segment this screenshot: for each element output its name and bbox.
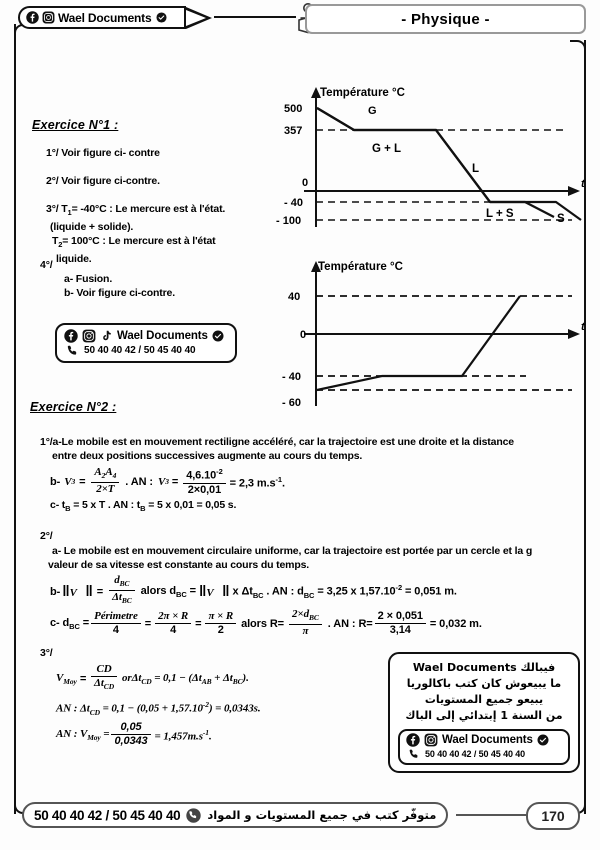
ex2-q3-den2: 0,0343 — [114, 735, 148, 747]
ex2-q1b-v: V — [64, 475, 72, 488]
svg-text:500: 500 — [284, 103, 303, 115]
contact-phone: 50 40 40 42 / 50 45 40 40 — [84, 345, 196, 356]
contact-badge-promo — [398, 729, 570, 765]
page-number: 170 — [541, 808, 565, 824]
ex2-q1b-den: 2×T — [96, 482, 115, 495]
svg-text:40: 40 — [288, 291, 301, 303]
ex2-q3-line2 — [56, 700, 260, 717]
ex2-q2c-fraction-4 — [289, 608, 322, 638]
ex2-q2c-n2: 2π × R — [155, 610, 191, 624]
phone-circle-icon — [186, 808, 201, 823]
ex2-q2b-equals: = — [96, 585, 104, 598]
svg-text:- 40: - 40 — [284, 197, 303, 209]
ex2-q1b-vsub: 3 — [71, 477, 76, 487]
ex2-q2b-mid: alors $d_{BC}$ = — [140, 584, 196, 599]
svg-text:Température °C: Température °C — [320, 87, 405, 99]
ex2-q2b-equation — [50, 575, 457, 608]
ex1-item-3 — [46, 202, 276, 266]
ex1-item3-a: 3°/ T — [46, 203, 68, 215]
page-title: - Physique - — [401, 10, 490, 28]
verified-badge-icon — [212, 330, 224, 342]
contact-badge-middle — [55, 323, 237, 363]
ex2-q2-heading: 2°/ — [40, 530, 53, 542]
ex2-q1b-vsub2: 3 — [165, 477, 169, 487]
ex2-q1b-equals2: = — [171, 475, 179, 488]
tiktok-icon — [100, 329, 113, 343]
ex2-q1a: 1°/a-Le mobile est en mouvement rectiligne accéléré, car la trajectoire est une droite et la distance — [40, 436, 514, 448]
facebook-icon — [406, 733, 420, 747]
ex2-q2b-num: $d_{BC}$ — [109, 574, 135, 591]
ex2-q1b-an: . AN : — [125, 475, 153, 488]
ex2-q1c: c- $t_B = 5$ x T . AN : $t_B = 5$ x 0,01 = 0,05 s. — [50, 499, 237, 514]
ex2-q3-line3 — [56, 722, 212, 749]
ex2-q3-num2: 0,05 — [111, 721, 150, 735]
ex2-q2c-result: = 0,032 m. — [429, 618, 482, 631]
ex2-q2c-d1: 4 — [112, 623, 119, 636]
ex2-q3-den1: $\Delta t_{CD}$ — [94, 677, 115, 692]
ex2-q3-heading: 3°/ — [40, 647, 53, 659]
ex2-q2c-n3: π × R — [205, 610, 236, 624]
ex1-item-1: 1°/ Voir figure ci- contre — [46, 147, 160, 159]
ex2-q3-fraction-2 — [111, 721, 150, 748]
ex2-q3-line2-text: AN : $\Delta t_{CD} = 0,1 - (0,05 + 1,57.10^{-2}) = 0,0343s$. — [56, 700, 261, 717]
svg-text:357: 357 — [284, 125, 303, 137]
ex1-item-4: 4°/ — [40, 259, 53, 271]
ex2-q1b-num: $A_2A_4$ — [91, 466, 119, 483]
ex2-q2b-vector-norm-2: ‖V⃗‖ — [198, 583, 230, 601]
ex2-q1a-cont: entre deux positions successives augmente au cours du temps. — [52, 450, 363, 462]
ex2-q2b-tail: x $\Delta t_{BC}$ . AN : $d_{BC} = 3,25$ x $1,57.10^{-2} = 0,051$ m. — [232, 583, 457, 601]
ex2-q1b-prefix: b- — [50, 475, 61, 488]
subject-title-box — [305, 4, 586, 34]
ex2-q1b-fraction-2 — [183, 465, 225, 497]
ex2-q3-line1-tail: $or\Delta t_{CD} = 0,1 - (\Delta t_{AB} + \Delta t_{BC})$. — [122, 672, 249, 687]
ex2-q2c-n5: 2 × 0,051 — [375, 610, 426, 624]
ex2-q2c-n1: Périmetre — [91, 610, 141, 624]
svg-text:0: 0 — [300, 329, 307, 341]
svg-text:G: G — [368, 105, 377, 117]
ex2-q1b-equals: = — [79, 475, 86, 488]
svg-text:S: S — [557, 213, 565, 225]
instagram-icon — [424, 733, 438, 747]
ex2-q2a: a- Le mobile est en mouvement circulaire uniforme, car la trajectoire est portée par un cercle et la g — [52, 545, 533, 557]
ex2-q1b-fraction-1 — [91, 466, 119, 496]
verified-badge-icon — [537, 734, 549, 746]
arabic-promo-line-4: من السنة 1 إبتدائي إلى الباك — [405, 709, 563, 722]
pencil-tip — [186, 7, 212, 29]
contact-row-phone — [64, 344, 226, 357]
footer-arabic-text: متوفّر كتب في جميع المستويات و المواد — [207, 808, 437, 822]
ex2-q3-num1: CD — [91, 663, 117, 677]
ex1-item3-d: T — [52, 235, 59, 248]
ex1-item-4b: b- Voir figure ci-contre. — [64, 287, 175, 299]
ex2-q2c-d2: 4 — [170, 623, 177, 636]
ex1-item3-f: liquide. — [56, 253, 92, 266]
ex2-q3-fraction-1 — [91, 663, 117, 693]
ex2-q2c-eq1: = — [144, 618, 152, 631]
ex2-q3-line1 — [56, 664, 249, 694]
promo-contact-row-phone — [406, 748, 562, 760]
exercise-2-heading: Exercice N°2 : — [30, 400, 117, 414]
footer-band — [22, 802, 448, 828]
heating-curve-chart — [276, 256, 588, 408]
ex1-item3-e: = 100°C : Le mercure est à l'état — [62, 235, 216, 248]
ex2-q2c-mid: alors R= — [241, 618, 284, 631]
arabic-promo-line-3: يبيعو جميع المستويات — [424, 693, 544, 706]
svg-text:- 100: - 100 — [276, 215, 302, 227]
svg-text:0: 0 — [302, 177, 309, 189]
brand-pencil-badge — [18, 6, 213, 29]
facebook-icon — [64, 329, 78, 343]
phone-icon — [408, 748, 420, 760]
arabic-promo-line-2: ما يبيعوش كان كتب باكالوريا — [406, 677, 562, 690]
promo-contact-phone: 50 40 40 42 / 50 45 40 40 — [425, 749, 526, 759]
contact-name: Wael Documents — [117, 330, 208, 342]
ex2-q2c-prefix: c- $d_{BC}$ = — [50, 617, 90, 632]
ex2-q2c-fraction-2 — [155, 610, 191, 637]
brand-name: Wael Documents — [58, 10, 152, 25]
pencil-body — [18, 6, 186, 29]
page-corner-top-right — [570, 40, 586, 56]
verified-badge-icon — [156, 12, 167, 23]
ex2-q2c-d4: π — [302, 625, 309, 638]
arabic-promo-box — [388, 652, 580, 773]
page-number-box — [526, 802, 580, 830]
ex2-q2c-fraction-3 — [205, 610, 236, 637]
ex2-q2a-cont: valeur de sa vitesse est constante au cours du temps. — [48, 559, 310, 571]
ex2-q2c-d3: 2 — [217, 623, 224, 636]
ex2-q3-line3-tail: = $1,457m.s^{-1}$. — [154, 728, 212, 743]
arabic-promo-line-1: فيبالك Wael Documents — [412, 661, 556, 674]
ex1-item3-b: = -40°C : Le mercure est à l'état. — [71, 203, 226, 215]
ex1-item3-c: (liquide + solide). — [50, 221, 134, 234]
ex2-q2b-den: $\Delta t_{BC}$ — [112, 591, 132, 606]
ex2-q2b-prefix: b- — [50, 585, 61, 598]
ex2-q1b-equation — [50, 466, 285, 498]
ex2-q2c-n4: $2\times d_{BC}$ — [289, 608, 322, 625]
page-border-left — [14, 24, 16, 814]
exercise-1-heading: Exercice N°1 : — [32, 118, 119, 132]
promo-contact-name: Wael Documents — [442, 734, 533, 746]
footer-connector-line — [456, 814, 526, 816]
phone-icon — [66, 344, 79, 357]
header-connector-line — [214, 16, 296, 18]
svg-text:- 40: - 40 — [282, 371, 301, 383]
svg-text:L + S: L + S — [486, 208, 514, 220]
cooling-curve-chart — [276, 84, 588, 229]
svg-text:t: t — [581, 321, 585, 333]
svg-text:G + L: G + L — [372, 143, 402, 155]
ex2-q2c-fraction-5 — [375, 610, 426, 637]
ex2-q1b-num2: $4,6.10^{-2}$ — [183, 465, 225, 484]
ex1-item-2: 2°/ Voir figure ci-contre. — [46, 175, 160, 187]
ex1-item-4a: a- Fusion. — [64, 273, 113, 285]
ex2-q2c-fraction-1 — [91, 610, 141, 637]
ex2-q1b-den2: 2×0,01 — [187, 483, 222, 496]
ex2-q3-vmoy: $V_{Moy}$ — [56, 672, 77, 687]
ex2-q2c-eq2: = — [195, 618, 202, 631]
ex2-q2b-fraction — [109, 574, 135, 607]
ex2-q2c-equation — [50, 609, 482, 639]
ex2-q3-eq1: = — [79, 673, 87, 686]
promo-contact-row-social — [406, 733, 562, 747]
ex1-t1-sub: 1 — [67, 208, 72, 218]
footer-phone: 50 40 40 42 / 50 45 40 40 — [34, 807, 181, 823]
svg-text:- 60: - 60 — [282, 397, 301, 408]
ex2-q1b-v2: V — [157, 475, 166, 488]
svg-text:t: t — [581, 178, 585, 190]
instagram-icon — [82, 329, 96, 343]
svg-text:Température °C: Température °C — [318, 261, 403, 273]
ex2-q2c-an: . AN : R= — [327, 618, 373, 631]
instagram-icon — [42, 11, 55, 24]
ex2-q3-line3-pre: AN : $V_{Moy}$ = — [56, 728, 110, 743]
ex2-q2c-d5: 3,14 — [389, 623, 411, 636]
facebook-icon — [26, 11, 39, 24]
ex1-t2-sub: 2 — [58, 240, 63, 250]
contact-row-social — [64, 329, 226, 343]
svg-text:L: L — [472, 163, 480, 175]
ex2-q1b-result: = 2,3 $m.s^{-1}$. — [229, 474, 285, 490]
ex2-q2b-vector-norm-1: ‖V⃗‖ — [62, 583, 93, 601]
